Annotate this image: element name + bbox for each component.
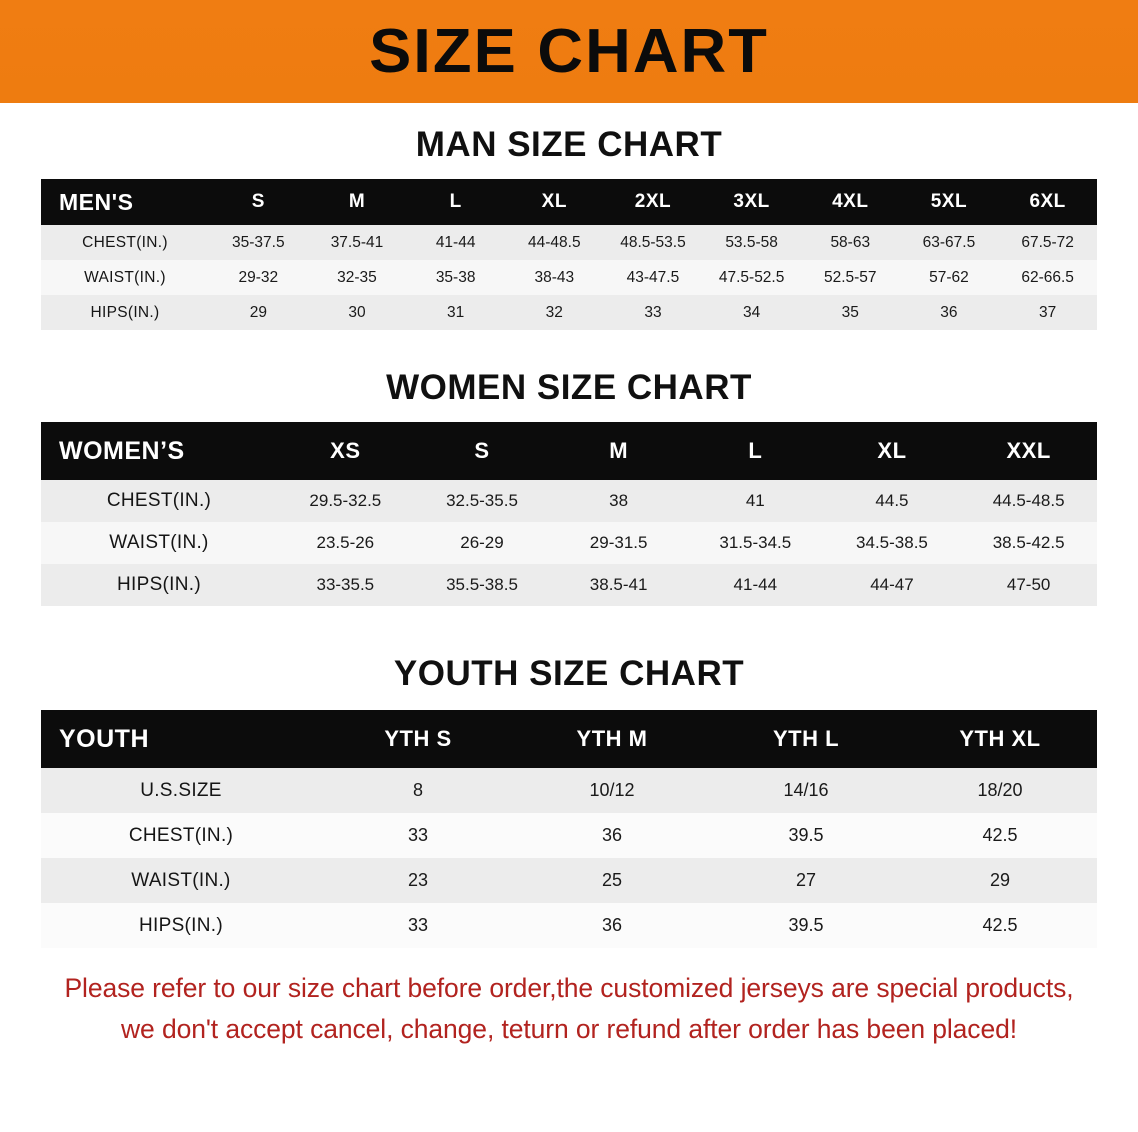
cell: 44-48.5 [505,225,604,260]
cell: 23 [321,858,515,903]
cell: 41-44 [687,564,824,606]
women-size-header: XS [277,422,414,480]
cell: 35-38 [406,260,505,295]
man-table-body [41,225,1097,330]
cell: 23.5-26 [277,522,414,564]
cell: 44.5 [824,480,961,522]
man-size-header: 5XL [900,179,999,225]
cell: 41 [687,480,824,522]
youth-size-table [41,710,1097,948]
table-row [41,522,1097,564]
row-label: HIPS(IN.) [41,903,321,948]
row-label: WAIST(IN.) [41,858,321,903]
cell: 33 [321,813,515,858]
row-label: WAIST(IN.) [41,522,277,564]
table-row [41,564,1097,606]
cell: 35-37.5 [209,225,308,260]
cell: 38.5-42.5 [960,522,1097,564]
cell: 52.5-57 [801,260,900,295]
man-corner-label: MEN'S [41,179,209,225]
cell: 58-63 [801,225,900,260]
cell: 42.5 [903,813,1097,858]
cell: 62-66.5 [998,260,1097,295]
row-label: HIPS(IN.) [41,564,277,606]
women-corner-label: WOMEN’S [41,422,277,480]
youth-size-header: YTH S [321,710,515,768]
youth-table-head [41,710,1097,768]
cell: 10/12 [515,768,709,813]
man-section-heading: MAN SIZE CHART [415,125,723,164]
cell: 35.5-38.5 [414,564,551,606]
youth-table-wrap [41,710,1097,948]
cell: 33-35.5 [277,564,414,606]
women-section-heading: WOMEN SIZE CHART [386,368,752,407]
cell: 31.5-34.5 [687,522,824,564]
cell: 29.5-32.5 [277,480,414,522]
cell: 38-43 [505,260,604,295]
cell: 30 [308,295,407,330]
cell: 33 [321,903,515,948]
women-table-wrap [41,422,1097,606]
cell: 36 [515,903,709,948]
cell: 32-35 [308,260,407,295]
women-size-header: S [414,422,551,480]
youth-size-header: YTH M [515,710,709,768]
cell: 29 [209,295,308,330]
women-size-table [41,422,1097,606]
women-header-row [41,422,1097,480]
cell: 43-47.5 [604,260,703,295]
cell: 53.5-58 [702,225,801,260]
women-size-header: L [687,422,824,480]
row-label: CHEST(IN.) [41,813,321,858]
cell: 37 [998,295,1097,330]
man-size-header: L [406,179,505,225]
cell: 34 [702,295,801,330]
row-label: CHEST(IN.) [41,480,277,522]
cell: 38.5-41 [550,564,687,606]
cell: 41-44 [406,225,505,260]
man-size-header: S [209,179,308,225]
cell: 37.5-41 [308,225,407,260]
table-row [41,768,1097,813]
man-size-header: 4XL [801,179,900,225]
policy-note-line-2: we don't accept cancel, change, teturn or refund after order has been placed! [121,1014,1017,1045]
cell: 42.5 [903,903,1097,948]
policy-note-line-1: Please refer to our size chart before order,the customized jerseys are special products, [64,973,1074,1003]
cell: 39.5 [709,903,903,948]
table-row [41,225,1097,260]
table-row [41,858,1097,903]
cell: 48.5-53.5 [604,225,703,260]
man-table-head [41,179,1097,225]
cell: 29 [903,858,1097,903]
cell: 38 [550,480,687,522]
cell: 32 [505,295,604,330]
banner [0,0,1138,103]
page-title: SIZE CHART [369,16,769,86]
cell: 44-47 [824,564,961,606]
cell: 36 [900,295,999,330]
cell: 31 [406,295,505,330]
women-size-header: M [550,422,687,480]
cell: 34.5-38.5 [824,522,961,564]
man-size-header: 3XL [702,179,801,225]
row-label: HIPS(IN.) [41,295,209,330]
cell: 47.5-52.5 [702,260,801,295]
cell: 67.5-72 [998,225,1097,260]
cell: 35 [801,295,900,330]
cell: 36 [515,813,709,858]
cell: 25 [515,858,709,903]
man-size-header: 6XL [998,179,1097,225]
cell: 8 [321,768,515,813]
cell: 39.5 [709,813,903,858]
cell: 27 [709,858,903,903]
cell: 29-31.5 [550,522,687,564]
youth-size-header: YTH XL [903,710,1097,768]
cell: 18/20 [903,768,1097,813]
table-row [41,903,1097,948]
row-label: U.S.SIZE [41,768,321,813]
youth-section-heading: YOUTH SIZE CHART [393,654,745,693]
man-size-header: XL [505,179,604,225]
row-label: WAIST(IN.) [41,260,209,295]
cell: 57-62 [900,260,999,295]
women-size-header: XL [824,422,961,480]
women-table-head [41,422,1097,480]
cell: 32.5-35.5 [414,480,551,522]
man-table-wrap [41,179,1097,330]
policy-note [41,968,1097,1050]
cell: 47-50 [960,564,1097,606]
table-row [41,295,1097,330]
man-header-row [41,179,1097,225]
women-size-header: XXL [960,422,1097,480]
cell: 14/16 [709,768,903,813]
table-row [41,813,1097,858]
youth-header-row [41,710,1097,768]
youth-size-header: YTH L [709,710,903,768]
women-table-body [41,480,1097,606]
cell: 26-29 [414,522,551,564]
cell: 44.5-48.5 [960,480,1097,522]
table-row [41,260,1097,295]
table-row [41,480,1097,522]
cell: 29-32 [209,260,308,295]
youth-corner-label: YOUTH [41,710,321,768]
man-size-table [41,179,1097,330]
cell: 63-67.5 [900,225,999,260]
man-size-header: 2XL [604,179,703,225]
youth-table-body [41,768,1097,948]
man-size-header: M [308,179,407,225]
cell: 33 [604,295,703,330]
row-label: CHEST(IN.) [41,225,209,260]
